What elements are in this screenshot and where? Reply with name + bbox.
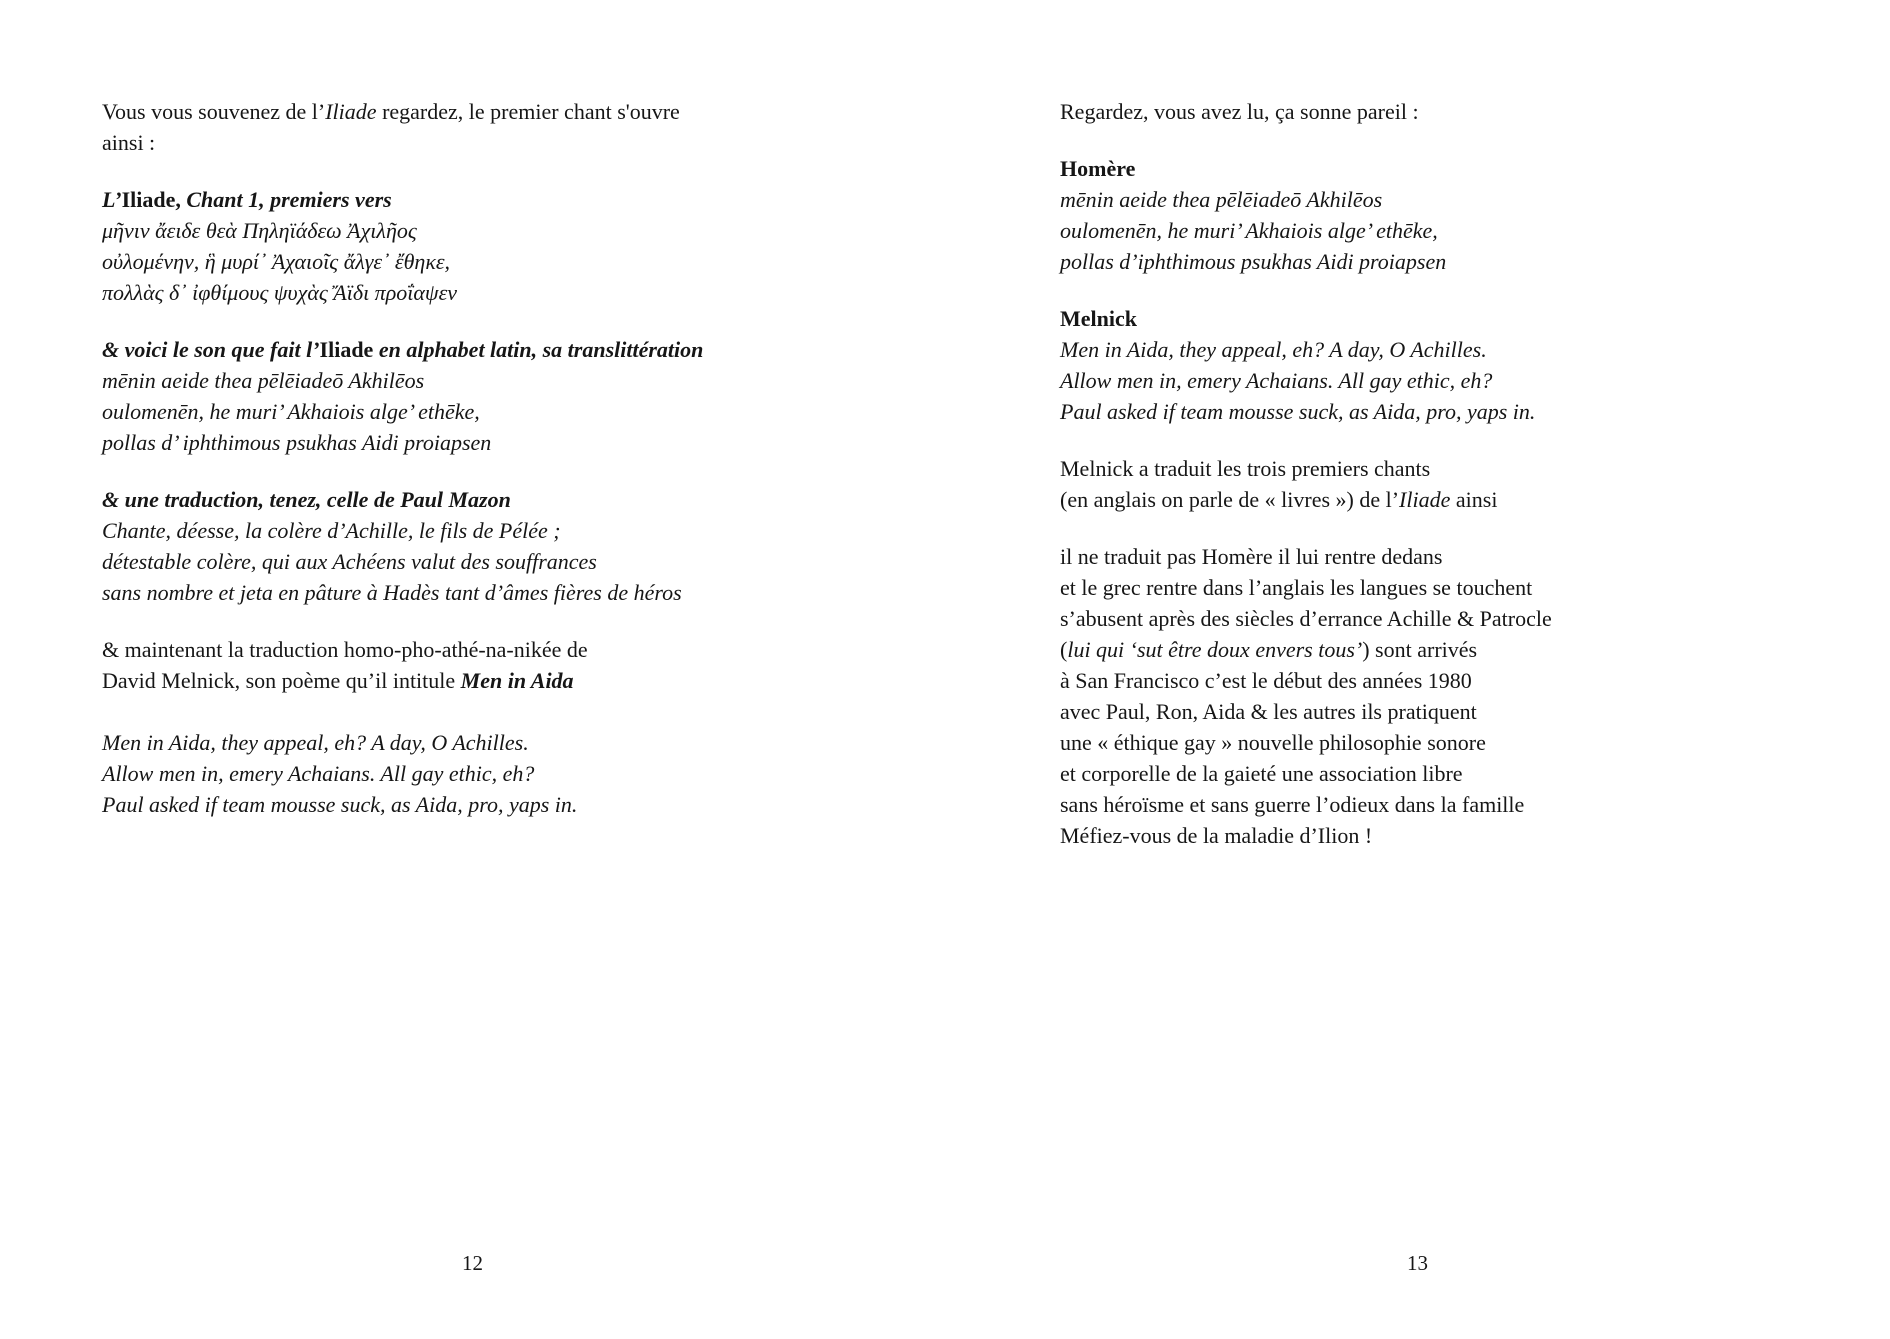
homere-stanza	[1060, 153, 1680, 277]
text-line: Melnick a traduit les trois premiers chants	[1060, 456, 1431, 481]
header-segment: Iliade,	[121, 187, 181, 212]
mazon-translation-stanza	[102, 484, 802, 608]
text-line: à San Francisco c’est le début des années 1980	[1060, 668, 1472, 693]
transliteration-line: mēnin aeide thea pēlēiadeō Akhilēos	[102, 368, 425, 393]
poem-line: Allow men in, emery Achaians. All gay ethic, eh?	[102, 761, 535, 786]
stanza-header: Melnick	[1060, 306, 1137, 331]
intro-text: regardez, le premier chant s'ouvre	[376, 99, 680, 124]
text-line	[1060, 484, 1680, 515]
transliteration-line: oulomenēn, he muri’ Akhaiois alge’ ethēke,	[1060, 218, 1438, 243]
poem-line: Men in Aida, they appeal, eh? A day, O Achilles.	[102, 730, 529, 755]
text-line	[1060, 634, 1680, 665]
stanza-header: Homère	[1060, 156, 1136, 181]
page-number-right: 13	[1407, 1251, 1428, 1275]
text-line: il ne traduit pas Homère il lui rentre dedans	[1060, 544, 1443, 569]
text-line: ainsi :	[102, 130, 156, 155]
melnick-intro-paragraph	[102, 634, 802, 696]
translation-line: Chante, déesse, la colère d’Achille, le fils de Pélée ;	[102, 518, 561, 543]
melnick-stanza	[1060, 303, 1680, 427]
text-line: et corporelle de la gaieté une association libre	[1060, 761, 1463, 786]
greek-verse-line: πολλὰς δ᾽ ἰφθίμους ψυχὰς Ἄϊδι προΐαψεν	[102, 280, 458, 305]
men-in-aida-stanza	[102, 727, 802, 820]
text-line: & maintenant la traduction homo-pho-athé-na-nikée de	[102, 637, 588, 662]
greek-verse-line: μῆνιν ἄειδε θεὰ Πηληϊάδεω Ἀχιλῆος	[102, 218, 417, 243]
translation-line: sans nombre et jeta en pâture à Hadès tant d’âmes fières de héros	[102, 580, 682, 605]
note-text: (en anglais on parle de « livres ») de l’	[1060, 487, 1400, 512]
header-segment: L’	[102, 187, 122, 212]
melnick-note-paragraph	[1060, 453, 1680, 515]
page-right	[1060, 96, 1680, 851]
intro-text: David Melnick, son poème qu’il intitule	[102, 668, 461, 693]
page-left	[102, 96, 802, 820]
text-line: s’abusent après des siècles d’errance Achille & Patrocle	[1060, 606, 1552, 631]
text-line: et le grec rentre dans l’anglais les langues se touchent	[1060, 575, 1533, 600]
text-line: Méfiez-vous de la maladie d’Ilion !	[1060, 823, 1373, 848]
text-line: sans héroïsme et sans guerre l’odieux dans la famille	[1060, 792, 1525, 817]
text-line	[102, 96, 802, 127]
intro-paragraph	[102, 96, 802, 158]
greek-verse-line: οὐλομένην, ἣ μυρί᾽ Ἀχαιοῖς ἄλγε᾽ ἔθηκε,	[102, 249, 451, 274]
text-line: avec Paul, Ron, Aida & les autres ils pratiquent	[1060, 699, 1477, 724]
transliteration-line: pollas d’ iphthimous psukhas Aidi proiapsen	[102, 430, 492, 455]
poem-line: Allow men in, emery Achaians. All gay ethic, eh?	[1060, 368, 1493, 393]
page-number-left: 12	[462, 1251, 483, 1275]
text-line: Regardez, vous avez lu, ça sonne pareil :	[1060, 99, 1419, 124]
paren-text: (	[1060, 637, 1068, 662]
transliteration-stanza	[102, 334, 802, 458]
iliade-greek-stanza	[102, 184, 802, 308]
intro-paragraph	[1060, 96, 1680, 127]
header-segment: Chant 1, premiers vers	[180, 187, 392, 212]
transliteration-line: oulomenēn, he muri’ Akhaiois alge’ ethēke,	[102, 399, 480, 424]
poem-line: Paul asked if team mousse suck, as Aida, pro, yaps in.	[1060, 399, 1536, 424]
header-segment: en alphabet latin, sa translittération	[373, 337, 704, 362]
header-segment: Iliade	[319, 337, 374, 362]
transliteration-line: pollas d’iphthimous psukhas Aidi proiapsen	[1060, 249, 1447, 274]
stanza-header: & une traduction, tenez, celle de Paul Mazon	[102, 487, 511, 512]
iliade-title-italic: Iliade	[1399, 487, 1451, 512]
text-line: une « éthique gay » nouvelle philosophie sonore	[1060, 730, 1486, 755]
intro-text: Vous vous souvenez de l’	[102, 99, 326, 124]
men-in-aida-title: Men in Aida	[460, 668, 574, 693]
paren-text: ) sont arrivés	[1362, 637, 1478, 662]
iliade-title-italic: Iliade	[325, 99, 377, 124]
poem-line: Paul asked if team mousse suck, as Aida, pro, yaps in.	[102, 792, 578, 817]
header-segment: & voici le son que fait l’	[102, 337, 320, 362]
stanza-header	[102, 184, 802, 215]
transliteration-line: mēnin aeide thea pēlēiadeō Akhilēos	[1060, 187, 1383, 212]
translation-line: détestable colère, qui aux Achéens valut des souffrances	[102, 549, 597, 574]
poem-line: Men in Aida, they appeal, eh? A day, O Achilles.	[1060, 337, 1487, 362]
quoted-text-italic: lui qui ‘sut être doux envers tous’	[1067, 637, 1363, 662]
note-text: ainsi	[1450, 487, 1498, 512]
stanza-header	[102, 334, 802, 365]
text-line	[102, 665, 802, 696]
commentary-stanza	[1060, 541, 1680, 851]
